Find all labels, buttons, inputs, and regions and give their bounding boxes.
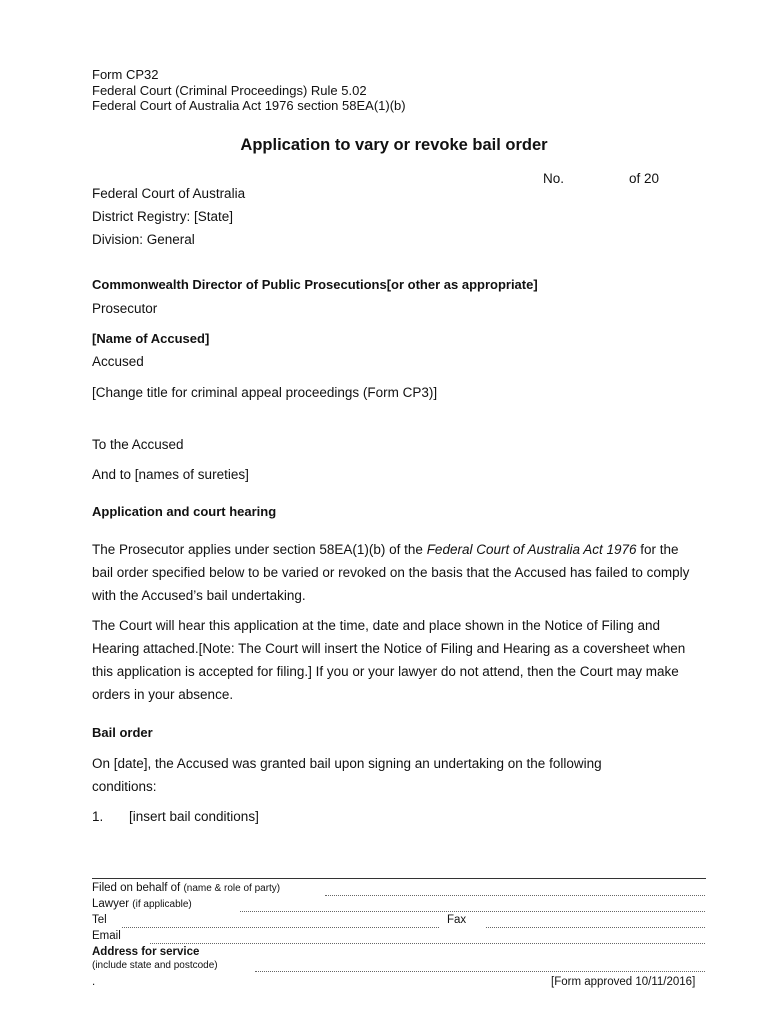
address-label: Address for service bbox=[92, 946, 200, 958]
case-year-label: of 20 bbox=[629, 171, 660, 186]
to-accused: To the Accused bbox=[92, 437, 184, 452]
filed-on-behalf-field[interactable] bbox=[325, 895, 705, 896]
bail-condition-text: [insert bail conditions] bbox=[129, 809, 259, 824]
lawyer-label: Lawyer bbox=[92, 898, 130, 910]
division: Division: General bbox=[92, 232, 195, 247]
to-sureties: And to [names of sureties] bbox=[92, 467, 249, 482]
filed-label: Filed on behalf of bbox=[92, 882, 181, 894]
district-registry: District Registry: [State] bbox=[92, 209, 234, 224]
rule-reference: Federal Court (Criminal Proceedings) Rule 5.02 bbox=[92, 83, 367, 98]
footer-rule bbox=[92, 878, 706, 879]
email-field[interactable] bbox=[150, 943, 705, 944]
document-title: Application to vary or revoke bail order bbox=[240, 136, 548, 154]
bail-order-paragraph: On [date], the Accused was granted bail upon signing an undertaking on the following conditions: bbox=[92, 756, 602, 794]
act-reference: Federal Court of Australia Act 1976 section 58EA(1)(b) bbox=[92, 98, 406, 113]
application-paragraph-1 bbox=[92, 538, 697, 607]
bail-order-heading: Bail order bbox=[92, 725, 153, 740]
tel-field[interactable] bbox=[122, 927, 439, 928]
application-heading: Application and court hearing bbox=[92, 504, 277, 519]
accused-name: [Name of Accused] bbox=[92, 331, 210, 346]
filed-hint: (name & role of party) bbox=[183, 883, 281, 894]
application-paragraph-2: The Court will hear this application at the time, date and place shown in the Notice of Filing and Hearing attached.[Note: The Court will insert the Notice of Filing and Hearing as a coversheet when this application is accepted for filing.] If you or your lawyer do not attend, then the Court may make orders in your absence. bbox=[92, 618, 686, 702]
lawyer-hint: (if applicable) bbox=[132, 899, 192, 910]
act-name-italic: Federal Court of Australia Act 1976 bbox=[426, 542, 637, 557]
address-field[interactable] bbox=[255, 971, 705, 972]
email-label: Email bbox=[92, 930, 121, 942]
tel-label: Tel bbox=[92, 914, 107, 926]
fax-label: Fax bbox=[447, 914, 467, 926]
footer-dot: . bbox=[92, 976, 96, 988]
form-approved: [Form approved 10/11/2016] bbox=[551, 976, 696, 988]
fax-field[interactable] bbox=[486, 927, 705, 928]
application-p1-after: for the bail order specified below to be varied or revoked on the basis that the Accused has failed to comply with the Accused’s bail undertaking. bbox=[92, 542, 690, 603]
case-number-label: No. bbox=[543, 171, 565, 186]
lawyer-label-wrap bbox=[92, 897, 192, 912]
change-title-note: [Change title for criminal appeal proceedings (Form CP3)] bbox=[92, 385, 438, 400]
application-p1-before: The Prosecutor applies under section 58EA(1)(b) of the bbox=[92, 542, 427, 557]
prosecutor-role: Prosecutor bbox=[92, 301, 158, 316]
filed-on-behalf-label bbox=[92, 881, 280, 896]
bail-condition-number: 1. bbox=[92, 809, 104, 824]
lawyer-field[interactable] bbox=[240, 911, 705, 912]
accused-role: Accused bbox=[92, 354, 144, 369]
court-name: Federal Court of Australia bbox=[92, 186, 246, 201]
form-number: Form CP32 bbox=[92, 67, 159, 82]
address-hint: (include state and postcode) bbox=[92, 960, 218, 971]
prosecutor-name: Commonwealth Director of Public Prosecutions[or other as appropriate] bbox=[92, 277, 538, 292]
